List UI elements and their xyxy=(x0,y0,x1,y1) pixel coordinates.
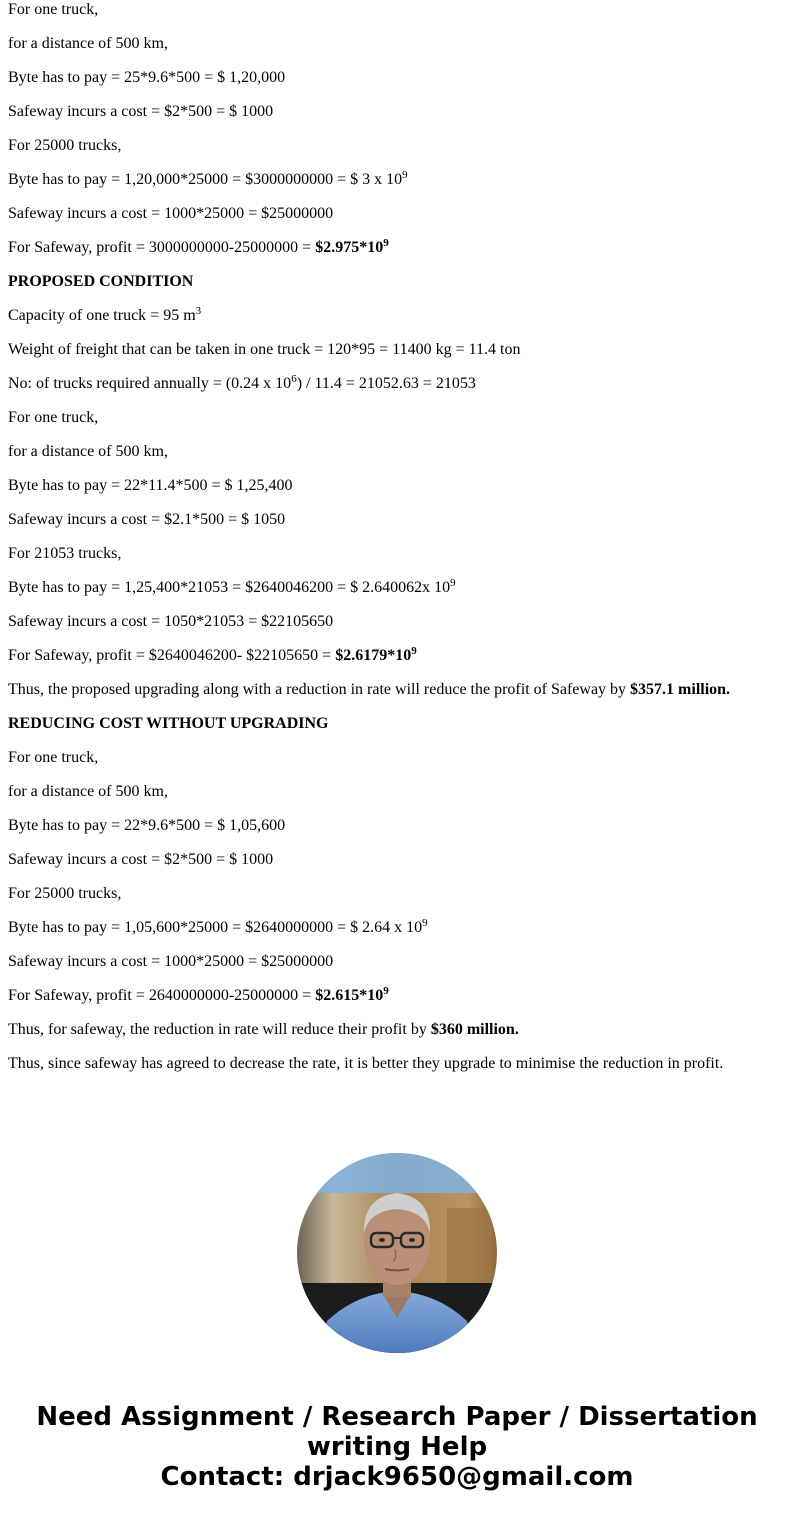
text-line xyxy=(8,918,788,952)
line-text: For one truck, xyxy=(8,749,99,766)
text-line xyxy=(8,442,788,476)
line-text: For one truck, xyxy=(8,1,99,18)
text-line xyxy=(8,646,788,680)
line-text: For Safeway, profit = 3000000000-25000000 = xyxy=(8,239,316,256)
cta-contact-line: Contact: drjack9650@gmail.com xyxy=(160,1462,634,1492)
line-text: Weight of freight that can be taken in one truck = 120*95 = 11400 kg = 11.4 ton xyxy=(8,341,521,358)
line-text: Byte has to pay = 1,20,000*25000 = $3000000000 = $ 3 x 10 xyxy=(8,171,403,188)
text-line xyxy=(8,136,788,170)
exponent: 9 xyxy=(422,917,428,929)
text-line xyxy=(8,816,788,850)
line-text: Safeway incurs a cost = 1050*21053 = $22105650 xyxy=(8,613,334,630)
line-text: Byte has to pay = 1,05,600*25000 = $2640000000 = $ 2.64 x 10 xyxy=(8,919,423,936)
line-text: For one truck, xyxy=(8,409,99,426)
author-avatar xyxy=(297,1153,497,1353)
text-line xyxy=(8,986,788,1020)
result-exponent: 9 xyxy=(411,645,417,657)
text-line xyxy=(8,170,788,204)
exponent: 9 xyxy=(402,169,408,181)
exponent: 9 xyxy=(450,577,456,589)
text-line xyxy=(8,612,788,646)
exponent: 6 xyxy=(291,373,297,385)
result-exponent: 9 xyxy=(383,237,389,249)
line-text: Thus, for safeway, the reduction in rate will reduce their profit by xyxy=(8,1021,431,1038)
text-line xyxy=(8,952,788,986)
result-value: $357.1 million. xyxy=(630,681,731,698)
result-value: $2.615*10 xyxy=(315,987,384,1004)
text-line xyxy=(8,0,788,34)
result-exponent: 9 xyxy=(383,985,389,997)
cta-line-2: writing Help xyxy=(306,1432,488,1462)
line-text: Thus, since safeway has agreed to decrease the rate, it is better they upgrade to minimise the reduction in profit. xyxy=(8,1055,724,1072)
line-text: Safeway incurs a cost = 1000*25000 = $25000000 xyxy=(8,953,334,970)
text-line xyxy=(8,1020,788,1054)
line-text: For 25000 trucks, xyxy=(8,885,122,902)
contact-banner xyxy=(0,1402,794,1492)
heading-text: REDUCING COST WITHOUT UPGRADING xyxy=(8,715,329,732)
text-line xyxy=(8,408,788,442)
text-line xyxy=(8,340,788,374)
text-line xyxy=(8,476,788,510)
text-line xyxy=(8,850,788,884)
section-heading xyxy=(8,714,788,748)
line-text: For 21053 trucks, xyxy=(8,545,122,562)
text-line xyxy=(8,544,788,578)
portrait-photo xyxy=(297,1153,497,1353)
line-text: for a distance of 500 km, xyxy=(8,35,168,52)
text-line xyxy=(8,782,788,816)
line-text: Byte has to pay = 22*9.6*500 = $ 1,05,600 xyxy=(8,817,286,834)
line-text: Safeway incurs a cost = $2.1*500 = $ 1050 xyxy=(8,511,286,528)
text-line xyxy=(8,510,788,544)
heading-text: PROPOSED CONDITION xyxy=(8,273,194,290)
line-text: Safeway incurs a cost = $2*500 = $ 1000 xyxy=(8,851,274,868)
text-line xyxy=(8,578,788,612)
line-text-continued: ) / 11.4 = 21052.63 = 21053 xyxy=(296,375,476,392)
text-line xyxy=(8,374,788,408)
result-value: $2.6179*10 xyxy=(335,647,412,664)
text-line xyxy=(8,238,788,272)
line-text: For Safeway, profit = $2640046200- $22105650 = xyxy=(8,647,336,664)
section-heading xyxy=(8,272,788,306)
result-value: $2.975*10 xyxy=(315,239,384,256)
line-text: For 25000 trucks, xyxy=(8,137,122,154)
solution-text xyxy=(8,0,788,1088)
line-text: for a distance of 500 km, xyxy=(8,443,168,460)
text-line xyxy=(8,680,788,714)
line-text: Byte has to pay = 22*11.4*500 = $ 1,25,400 xyxy=(8,477,293,494)
line-text: Thus, the proposed upgrading along with a reduction in rate will reduce the profit of Safeway by xyxy=(8,681,631,698)
result-value: $360 million. xyxy=(430,1021,519,1038)
text-line xyxy=(8,68,788,102)
text-line xyxy=(8,34,788,68)
line-text: for a distance of 500 km, xyxy=(8,783,168,800)
text-line xyxy=(8,306,788,340)
text-line xyxy=(8,102,788,136)
cta-line-1: Need Assignment / Research Paper / Dissertation xyxy=(36,1402,758,1432)
text-line xyxy=(8,884,788,918)
line-text: No: of trucks required annually = (0.24 x 10 xyxy=(8,375,292,392)
line-text: Safeway incurs a cost = 1000*25000 = $25000000 xyxy=(8,205,334,222)
line-text: Byte has to pay = 25*9.6*500 = $ 1,20,000 xyxy=(8,69,286,86)
text-line xyxy=(8,204,788,238)
text-line xyxy=(8,748,788,782)
line-text: Byte has to pay = 1,25,400*21053 = $2640046200 = $ 2.640062x 10 xyxy=(8,579,451,596)
line-text: Capacity of one truck = 95 m xyxy=(8,307,196,324)
line-text: For Safeway, profit = 2640000000-25000000 = xyxy=(8,987,316,1004)
line-text: Safeway incurs a cost = $2*500 = $ 1000 xyxy=(8,103,274,120)
text-line xyxy=(8,1054,788,1088)
exponent: 3 xyxy=(195,305,202,317)
